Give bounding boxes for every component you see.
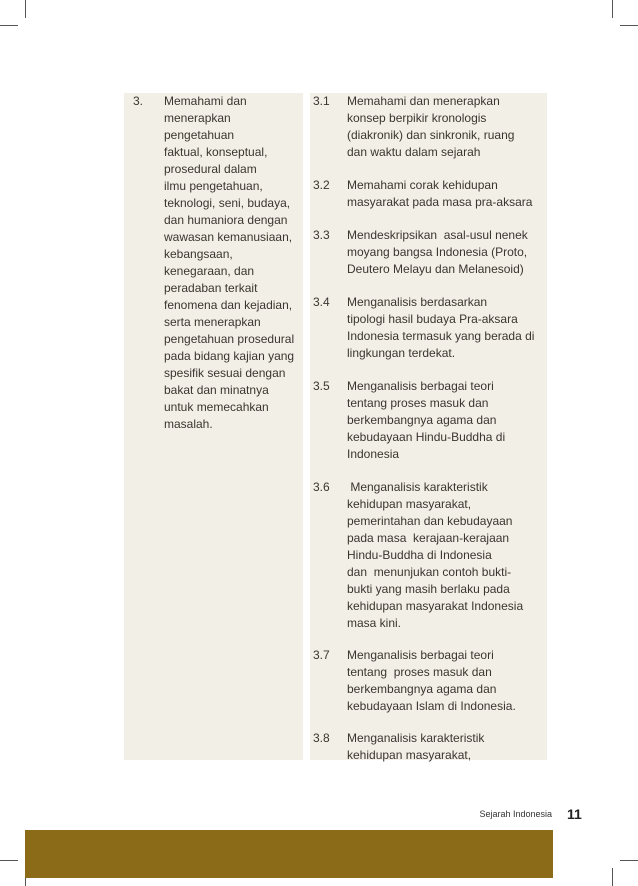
kd-number: 3.1 — [313, 94, 330, 108]
ki-line: serta menerapkan — [164, 315, 261, 329]
kd-line: Indonesia — [347, 447, 400, 461]
ki-line: fenomena dan kejadian, — [164, 298, 293, 312]
crop-mark — [620, 25, 638, 26]
crop-mark — [0, 860, 18, 861]
page-number: 11 — [567, 806, 582, 822]
kd-number: 3.3 — [313, 228, 330, 242]
kd-line: tentang proses masuk dan — [347, 665, 492, 679]
ki-line: pengetahuan prosedural — [164, 332, 295, 346]
kd-line: Hindu-Buddha di Indonesia — [347, 548, 492, 562]
kd-line: dan menunjukan contoh bukti- — [347, 565, 512, 579]
crop-mark — [0, 25, 18, 26]
kd-text — [347, 647, 547, 715]
ki-line: wawasan kemanusiaan, — [164, 230, 293, 244]
footer-bar — [25, 830, 553, 878]
kd-line: Mendeskripsikan asal-usul nenek — [347, 228, 528, 242]
kd-line: Memahami dan menerapkan — [347, 94, 500, 108]
kd-line: kebudayaan Hindu-Buddha di — [347, 430, 506, 444]
ki-line: kebangsaan, — [164, 247, 233, 261]
kd-line: tipologi hasil budaya Pra-aksara — [347, 312, 518, 326]
ki-line: masalah. — [164, 417, 213, 431]
kd-line: lingkungan terdekat. — [347, 346, 456, 360]
crop-mark — [612, 0, 613, 18]
kd-number: 3.7 — [313, 648, 330, 662]
ki-number: 3. — [133, 94, 144, 108]
kd-number: 3.5 — [313, 379, 330, 393]
ki-line: untuk memecahkan — [164, 400, 269, 414]
kd-number: 3.8 — [313, 731, 330, 745]
kd-line: kehidupan masyarakat Indonesia — [347, 599, 524, 613]
ki-text — [164, 93, 304, 433]
kd-text — [347, 479, 547, 632]
kompetensi-inti-column — [124, 93, 303, 760]
kd-line: Menganalisis berbagai teori — [347, 648, 494, 662]
crop-mark — [620, 860, 638, 861]
kd-number: 3.6 — [313, 480, 330, 494]
kd-text — [347, 730, 547, 764]
ki-line: prosedural dalam — [164, 162, 257, 176]
kd-number: 3.2 — [313, 178, 330, 192]
ki-line: teknologi, seni, budaya, — [164, 196, 291, 210]
kd-text — [347, 93, 547, 161]
ki-line: kenegaraan, dan — [164, 264, 255, 278]
kd-text — [347, 227, 547, 278]
kd-line: Menganalisis berdasarkan — [347, 295, 488, 309]
kd-text — [347, 294, 547, 362]
kd-line: tentang proses masuk dan — [347, 396, 489, 410]
kd-text — [347, 378, 547, 463]
kd-line: masa kini. — [347, 616, 402, 630]
kd-line: Menganalisis berbagai teori — [347, 379, 494, 393]
kd-line: moyang bangsa Indonesia (Proto, — [347, 245, 528, 259]
kd-line: (diakronik) dan sinkronik, ruang — [347, 128, 515, 142]
kompetensi-dasar-column — [310, 93, 547, 760]
ki-line: Memahami dan — [164, 94, 247, 108]
kd-line: Menganalisis karakteristik — [347, 731, 485, 745]
kd-line: pada masa kerajaan-kerajaan — [347, 531, 510, 545]
ki-line: peradaban terkait — [164, 281, 258, 295]
kd-line: Deutero Melayu dan Melanesoid) — [347, 262, 524, 276]
ki-line: spesifik sesuai dengan — [164, 366, 286, 380]
kd-line: pemerintahan dan kebudayaan — [347, 514, 513, 528]
kd-line: Menganalisis karakteristik — [347, 480, 488, 494]
ki-line: ilmu pengetahuan, — [164, 179, 263, 193]
kd-number: 3.4 — [313, 295, 330, 309]
ki-line: dan humaniora dengan — [164, 213, 288, 227]
ki-line: pengetahuan — [164, 128, 235, 142]
kd-line: konsep berpikir kronologis — [347, 111, 487, 125]
kd-line: bukti yang masih berlaku pada — [347, 582, 510, 596]
kd-line: masyarakat pada masa pra-aksara — [347, 195, 533, 209]
kd-line: Memahami corak kehidupan — [347, 178, 498, 192]
kd-line: berkembangnya agama dan — [347, 682, 497, 696]
ki-line: bakat dan minatnya — [164, 383, 269, 397]
kd-line: berkembangnya agama dan — [347, 413, 497, 427]
ki-line: menerapkan — [164, 111, 231, 125]
crop-mark — [612, 868, 613, 886]
kd-line: kebudayaan Islam di Indonesia. — [347, 699, 516, 713]
kd-line: Indonesia termasuk yang berada di — [347, 329, 535, 343]
kd-line: kehidupan masyarakat, — [347, 748, 472, 762]
book-title: Sejarah Indonesia — [479, 809, 552, 819]
crop-mark — [25, 0, 26, 18]
kd-line: dan waktu dalam sejarah — [347, 145, 481, 159]
ki-line: faktual, konseptual, — [164, 145, 268, 159]
kd-line: kehidupan masyarakat, — [347, 497, 472, 511]
ki-line: pada bidang kajian yang — [164, 349, 295, 363]
kd-text — [347, 177, 547, 211]
